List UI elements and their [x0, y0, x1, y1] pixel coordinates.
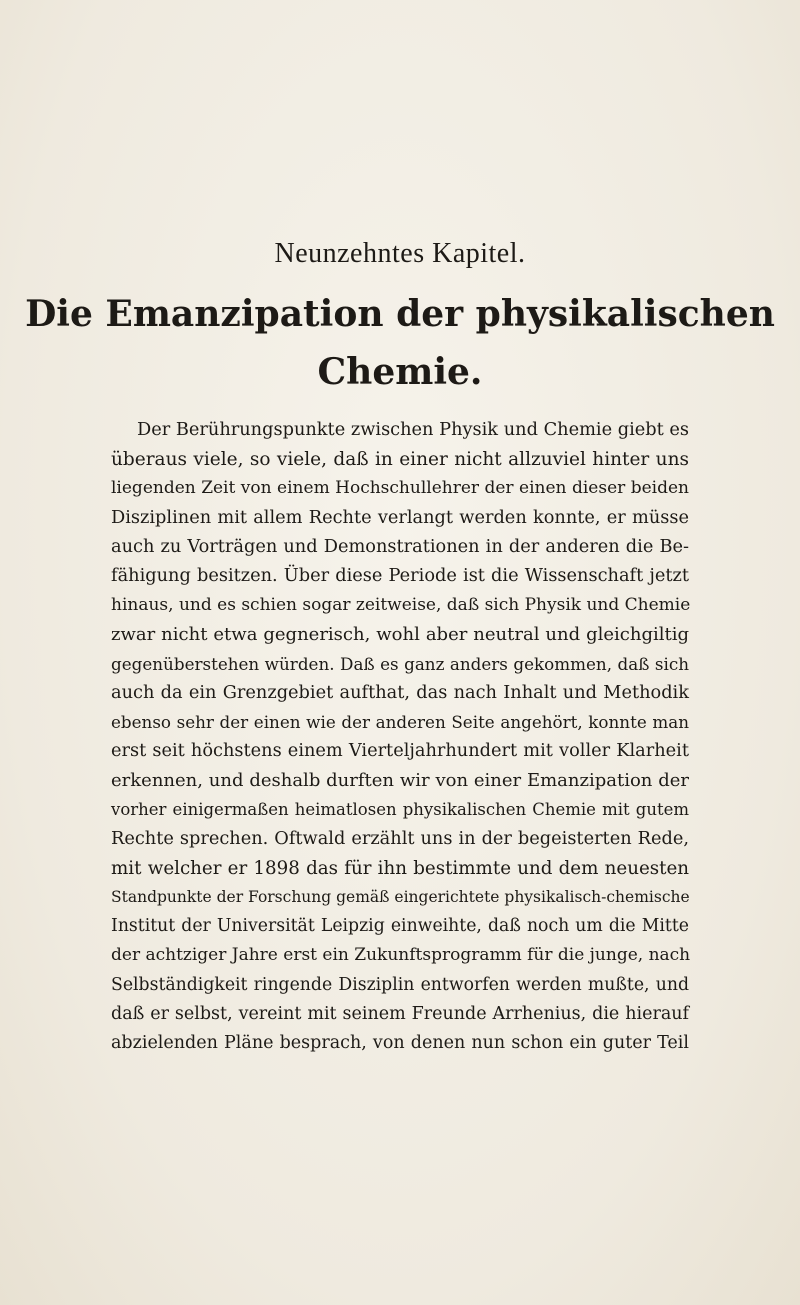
text-line: Standpunkte der Forschung gemäß eingerichtete physikalisch-chemische	[111, 888, 690, 906]
chapter-title-line-2: Chemie.	[317, 351, 483, 393]
text-line: zwar nicht etwa gegnerisch, wohl aber neutral und gleichgiltig	[111, 624, 689, 646]
chapter-title	[0, 285, 800, 401]
chapter-label: Neunzehntes Kapitel.	[274, 238, 526, 269]
text-line: fähigung besitzen. Über diese Periode ist die Wissenschaft jetzt	[111, 565, 689, 586]
text-line: daß er selbst, vereint mit seinem Freunde Arrhenius, die hierauf	[111, 1003, 689, 1024]
body-text	[111, 416, 689, 1058]
text-line: Rechte sprechen. Oftwald erzählt uns in der begeisterten Rede,	[111, 828, 689, 849]
text-line: liegenden Zeit von einem Hochschullehrer der einen dieser beiden	[111, 478, 689, 499]
text-line: vorher einigermaßen heimatlosen physikalischen Chemie mit gutem	[111, 800, 689, 820]
text-line: erkennen, und deshalb durften wir von einer Emanzipation der	[111, 770, 689, 792]
text-line: Institut der Universität Leipzig einweihte, daß noch um die Mitte	[111, 916, 689, 937]
text-line: Disziplinen mit allem Rechte verlangt werden konnte, er müsse	[111, 507, 689, 528]
text-line: hinaus, und es schien sogar zeitweise, daß sich Physik und Chemie	[111, 595, 691, 616]
text-line: ebenso sehr der einen wie der anderen Seite angehört, konnte man	[111, 711, 689, 732]
text-line: abzielenden Pläne besprach, von denen nun schon ein guter Teil	[111, 1032, 689, 1053]
chapter-title-line-1: Die Emanzipation der physikalischen	[25, 293, 775, 335]
text-line: mit welcher er 1898 das für ihn bestimmte und dem neuesten	[111, 857, 689, 879]
text-line: auch zu Vorträgen und Demonstrationen in der anderen die Be-	[111, 536, 689, 557]
text-line: Selbständigkeit ringende Disziplin entworfen werden mußte, und	[111, 974, 689, 995]
text-line: der achtziger Jahre erst ein Zukunftsprogramm für die junge, nach	[111, 945, 691, 966]
text-line: auch da ein Grenzgebiet aufthat, das nach Inhalt und Methodik	[111, 682, 689, 703]
text-line: Der Berührungspunkte zwischen Physik und Chemie giebt es	[137, 420, 690, 440]
text-line: erst seit höchstens einem Vierteljahrhundert mit voller Klarheit	[111, 741, 689, 762]
text-line: gegenüberstehen würden. Daß es ganz anders gekommen, daß sich	[111, 653, 689, 674]
text-line: überaus viele, so viele, daß in einer nicht allzuviel hinter uns	[111, 449, 689, 471]
